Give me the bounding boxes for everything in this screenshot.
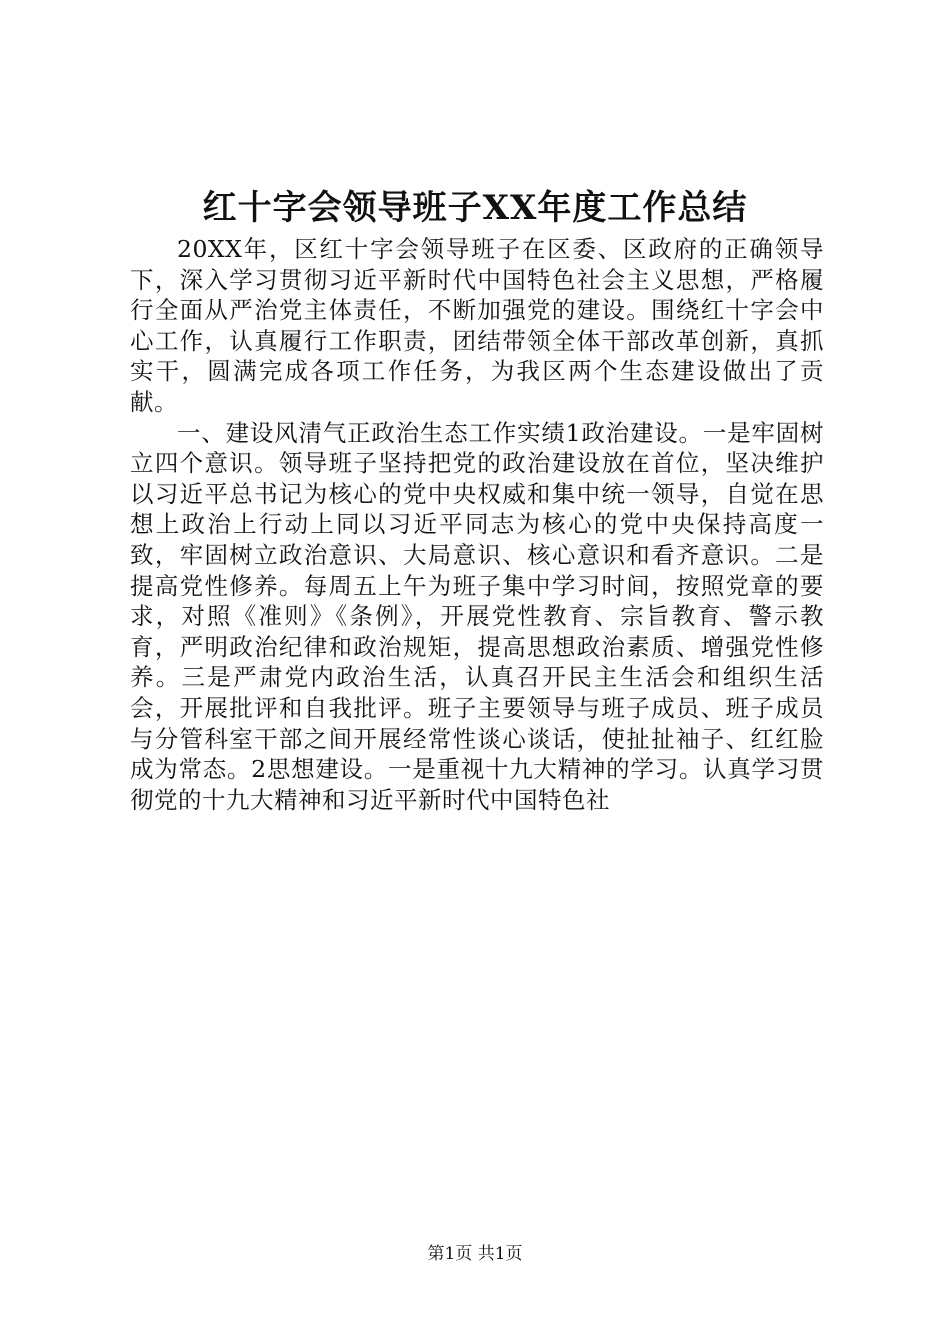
document-title: 红十字会领导班子XX年度工作总结 xyxy=(202,188,748,228)
page-number-footer: 第1页 共1页 xyxy=(427,1244,523,1264)
paragraph-section-one: 一、建设风清气正政治生态工作实绩1政治建设。一是牢固树立四个意识。领导班子坚持把党的政治建设放在首位，坚决维护以习近平总书记为核心的党中央权威和集中统一领导，自觉在思想上政治上行动上同以习近平同志为核心的党中央保持高度一致，牢固树立政治意识、大局意识、核心意识和看齐意识。二是提高党性修养。每周五上午为班子集中学习时间，按照党章的要求，对照《准则》《条例》，开展党性教育、宗旨教育、警示教育，严明政治纪律和政治规矩，提高思想政治素质、增强党性修养。三是严肃党内政治生活，认真召开民主生活会和组织生活会，开展批评和自我批评。班子主要领导与班子成员、班子成员与分管科室干部之间开展经常性谈心谈话，使扯扯袖子、红红脸成为常态。2思想建设。一是重视十九大精神的学习。认真学习贯彻党的十九大精神和习近平新时代中国特色社 xyxy=(130,418,824,814)
paragraph-intro: 20XX年，区红十字会领导班子在区委、区政府的正确领导下，深入学习贯彻习近平新时代中国特色社会主义思想，严格履行全面从严治党主体责任，不断加强党的建设。围绕红十字会中心工作，认真履行工作职责，团结带领全体干部改革创新，真抓实干，圆满完成各项工作任务，为我区两个生态建设做出了贡献。 xyxy=(130,235,824,416)
document-body xyxy=(130,234,824,815)
